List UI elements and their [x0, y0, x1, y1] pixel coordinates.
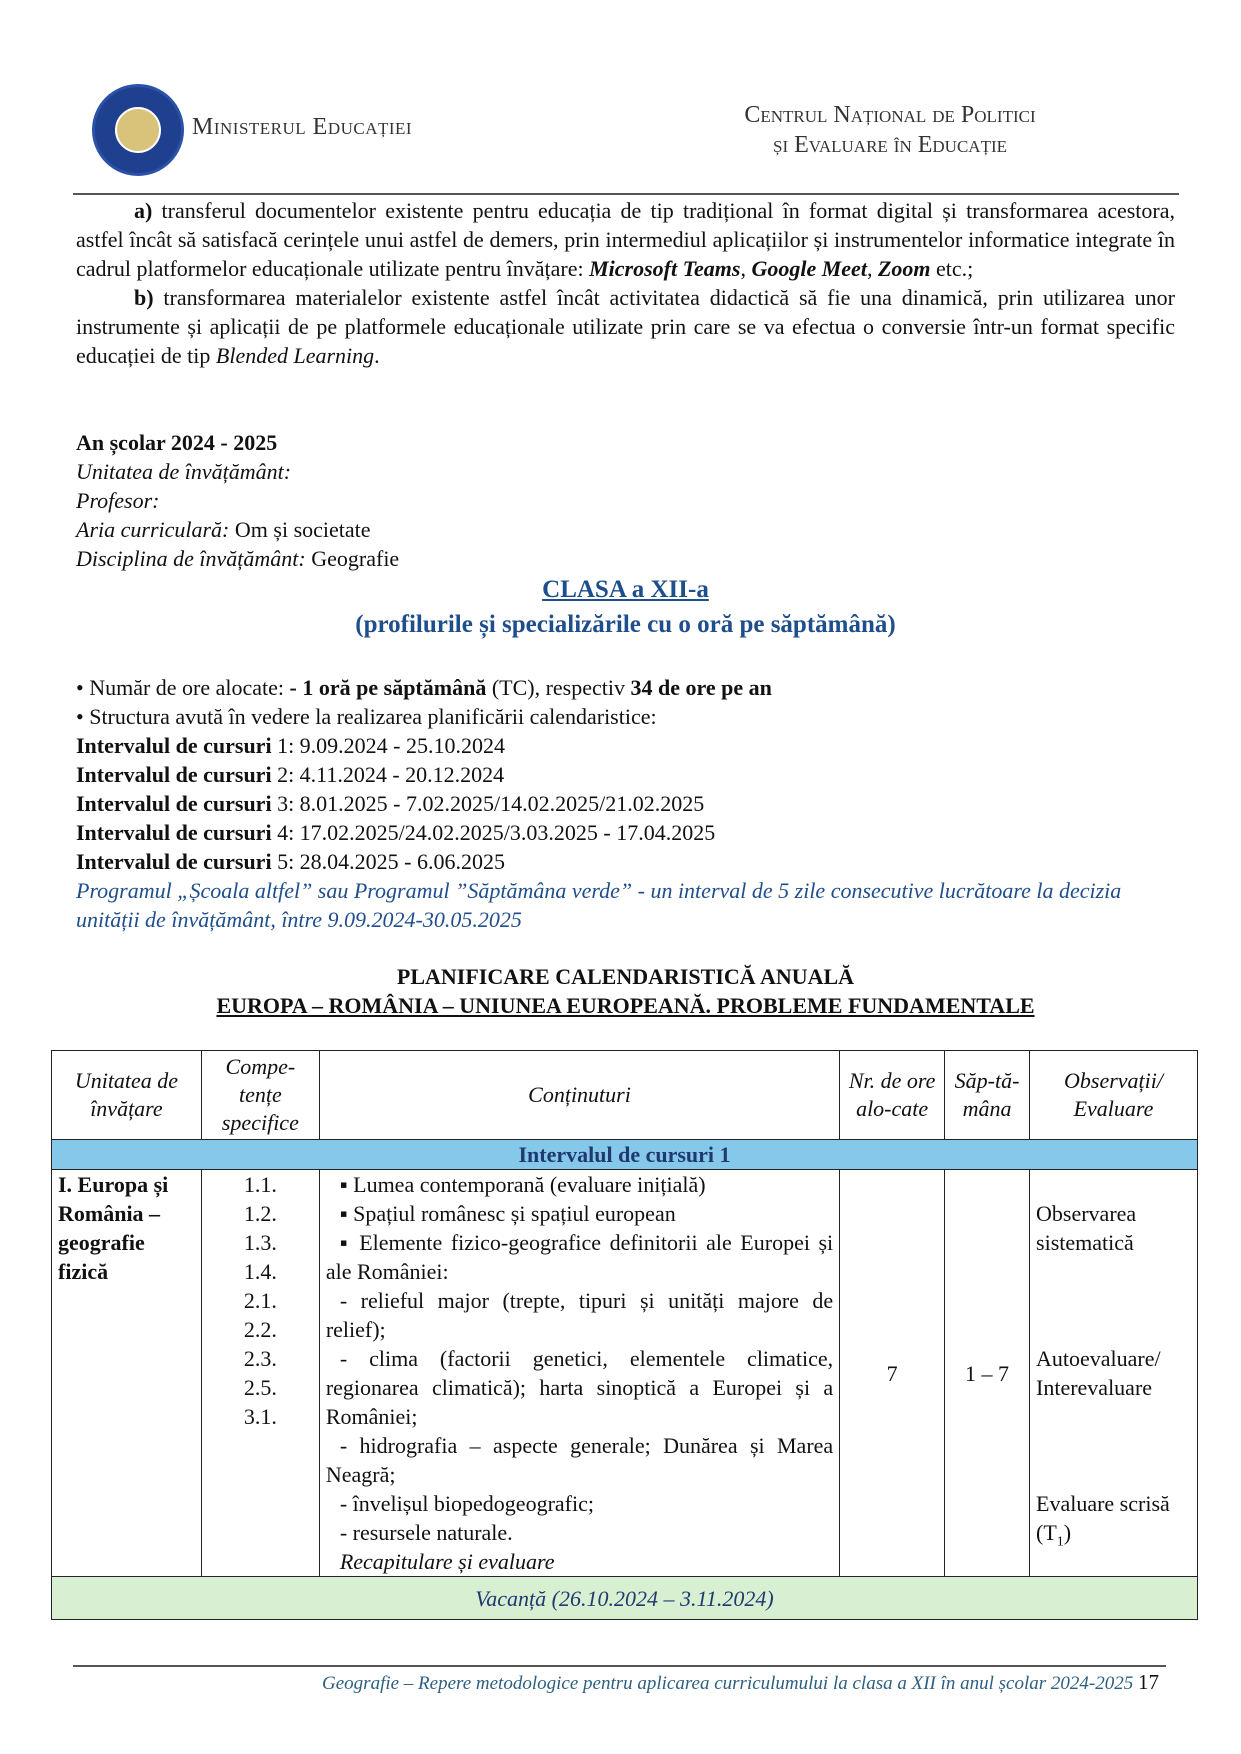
competence: 2.5. — [243, 1375, 277, 1400]
content-item: - hidrografia – aspecte generale; Dunărea și Marea Neagră; — [325, 1433, 834, 1487]
content-item: ▪ Spațiul românesc și spațiul european — [339, 1201, 676, 1226]
school-unit-label: Unitatea de învățământ: — [76, 459, 292, 484]
obs-written-sub: 1 — [1056, 1534, 1064, 1550]
footer — [322, 1670, 1159, 1695]
col-header-contents: Conținuturi — [319, 1051, 839, 1140]
sep: , — [740, 256, 752, 281]
competence: 2.2. — [243, 1317, 277, 1342]
col-header-observations: Observații/ Evaluare — [1030, 1051, 1198, 1140]
structure-line: • Structura avută în vedere la realizarea planificării calendaristice: — [76, 704, 657, 729]
meta-section — [76, 428, 1175, 573]
hours-cell: 7 — [840, 1170, 945, 1577]
structure-section — [76, 673, 1175, 934]
obs-written-end: ) — [1063, 1520, 1072, 1545]
observations-cell — [1030, 1170, 1198, 1577]
page-number: 17 — [1138, 1670, 1159, 1694]
competence: 1.1. — [243, 1172, 277, 1197]
content-item: - învelișul biopedogeografic; — [339, 1491, 594, 1516]
content-item: ▪ Lumea contemporană (evaluare inițială) — [339, 1172, 706, 1197]
competence: 1.3. — [243, 1230, 277, 1255]
intro-section — [76, 196, 1175, 370]
interval-dates: 1: 9.09.2024 - 25.10.2024 — [271, 733, 506, 758]
interval-label: Intervalul de cursuri — [76, 791, 272, 816]
obs-written — [1036, 1489, 1191, 1556]
area-value: Om și societate — [229, 517, 371, 542]
competence: 1.2. — [243, 1201, 277, 1226]
hours-line — [76, 673, 1175, 702]
col-header-hours: Nr. de ore alo-cate — [840, 1051, 945, 1140]
competence: 3.1. — [243, 1404, 277, 1429]
hours-pre: • Număr de ore alocate: — [76, 675, 290, 700]
point-b-text: transformarea materialelor existente astfel încât activitatea didactică să fie una dinamică, prin utilizarea unor instrumente și aplicații de pe platformele educaționale utilizate prin care se va efectua o conversie într-un format specific educației de tip — [76, 285, 1175, 368]
tool-zoom: Zoom — [877, 256, 931, 281]
school-year: An școlar 2024 - 2025 — [76, 430, 278, 455]
class-heading — [76, 572, 1175, 642]
plan-subtitle: EUROPA – ROMÂNIA – UNIUNEA EUROPEANĂ. PROBLEME FUNDAMENTALE — [216, 993, 1035, 1018]
hours-year: 34 de ore pe an — [630, 675, 772, 700]
ministry-title: Ministerul Educației — [192, 114, 413, 140]
program-note: Programul „Școala altfel” sau Programul ”Săptămâna verde” - un interval de 5 zile consecutive lucrătoare la decizia unității de învățământ, între 9.09.2024-30.05.2025 — [76, 878, 1122, 932]
area-label: Aria curriculară: — [76, 517, 230, 542]
interval-5 — [76, 847, 1175, 876]
point-a-label: a) — [134, 198, 153, 223]
interval-label: Intervalul de cursuri — [76, 762, 272, 787]
interval-dates: 3: 8.01.2025 - 7.02.2025/14.02.2025/21.02.2025 — [271, 791, 705, 816]
tool-meet: Google Meet — [751, 256, 867, 281]
footer-text: Geografie – Repere metodologice pentru aplicarea curriculumului la clasa a XII în anul școlar 2024-2025 — [322, 1673, 1134, 1694]
obs-written-text: Evaluare scrisă (T — [1036, 1491, 1170, 1545]
interval-label: Intervalul de cursuri — [76, 820, 272, 845]
center-title — [660, 100, 1220, 160]
point-a — [76, 196, 1175, 283]
col-header-week: Săp-tă-mâna — [945, 1051, 1030, 1140]
interval-band: Intervalul de cursuri 1 — [52, 1140, 1198, 1170]
center-title-line1: Centrul Național de Politici — [744, 102, 1036, 128]
government-logo — [92, 84, 184, 176]
weeks-cell: 1 – 7 — [945, 1170, 1030, 1577]
interval-dates: 2: 4.11.2024 - 20.12.2024 — [271, 762, 505, 787]
table-row — [52, 1170, 1198, 1577]
interval-3 — [76, 789, 1175, 818]
footer-rule — [73, 1665, 1166, 1667]
interval-dates: 5: 28.04.2025 - 6.06.2025 — [271, 849, 506, 874]
plan-title: PLANIFICARE CALENDARISTICĂ ANUALĂ — [396, 964, 855, 989]
competence: 2.1. — [243, 1288, 277, 1313]
header-rule — [73, 193, 1179, 195]
center-title-line2: și Evaluare în Educație — [773, 132, 1007, 158]
blended-learning: Blended Learning — [215, 343, 375, 368]
obs-self-evaluation: Autoevaluare/ Interevaluare — [1036, 1346, 1161, 1400]
discipline-value: Geografie — [305, 546, 400, 571]
interval-1 — [76, 731, 1175, 760]
teacher-label: Profesor: — [76, 488, 160, 513]
point-b-label: b) — [134, 285, 154, 310]
point-b-end: . — [374, 343, 380, 368]
learning-unit: I. Europa și România – geografie fizică — [52, 1170, 202, 1577]
obs-systematic: Observarea sistematică — [1036, 1201, 1137, 1255]
interval-2 — [76, 760, 1175, 789]
discipline-label: Disciplina de învățământ: — [76, 546, 306, 571]
content-item: - clima (factorii genetici, elementele climatice, regionarea climatică); harta sinoptică a Europei și a României; — [325, 1346, 834, 1429]
point-b — [76, 283, 1175, 370]
planning-table — [51, 1050, 1198, 1620]
interval-dates: 4: 17.02.2025/24.02.2025/3.03.2025 - 17.04.2025 — [271, 820, 716, 845]
point-a-end: etc.; — [930, 256, 974, 281]
col-header-unit: Unitatea de învățare — [52, 1051, 202, 1140]
table-header-row — [52, 1051, 1198, 1140]
sep: , — [866, 256, 878, 281]
col-header-competences: Compe-tențe specifice — [201, 1051, 319, 1140]
contents-cell — [319, 1170, 839, 1577]
hours-mid: (TC), respectiv — [486, 675, 631, 700]
class-subtitle: (profilurile și specializările cu o oră pe săptămână) — [355, 611, 896, 638]
interval-label: Intervalul de cursuri — [76, 733, 272, 758]
competence: 1.4. — [243, 1259, 277, 1284]
competences-cell — [201, 1170, 319, 1577]
hours-week: - 1 oră pe săptămână — [289, 675, 487, 700]
tool-teams: Microsoft Teams — [589, 256, 741, 281]
interval-4 — [76, 818, 1175, 847]
content-item: - relieful major (trepte, tipuri și unități majore de relief); — [325, 1288, 834, 1342]
content-item: ▪ Elemente fizico-geografice definitorii ale Europei și ale României: — [325, 1230, 834, 1284]
recap-item: Recapitulare și evaluare — [339, 1549, 555, 1574]
competence: 2.3. — [243, 1346, 277, 1371]
class-title: CLASA a XII-a — [542, 576, 709, 603]
interval-label: Intervalul de cursuri — [76, 849, 272, 874]
point-a-text: transferul documentelor existente pentru educația de tip tradițional în format digital și transformarea acestora, astfel încât să satisfacă cerințele unui astfel de demers, prin intermediul aplicațiilor și instrumentelor informatice integrate în cadrul platformelor educaționale utilizate pentru învățare: — [76, 198, 1175, 281]
vacation-row: Vacanță (26.10.2024 – 3.11.2024) — [52, 1577, 1198, 1620]
plan-heading — [76, 962, 1175, 1020]
content-item: - resursele naturale. — [339, 1520, 513, 1545]
